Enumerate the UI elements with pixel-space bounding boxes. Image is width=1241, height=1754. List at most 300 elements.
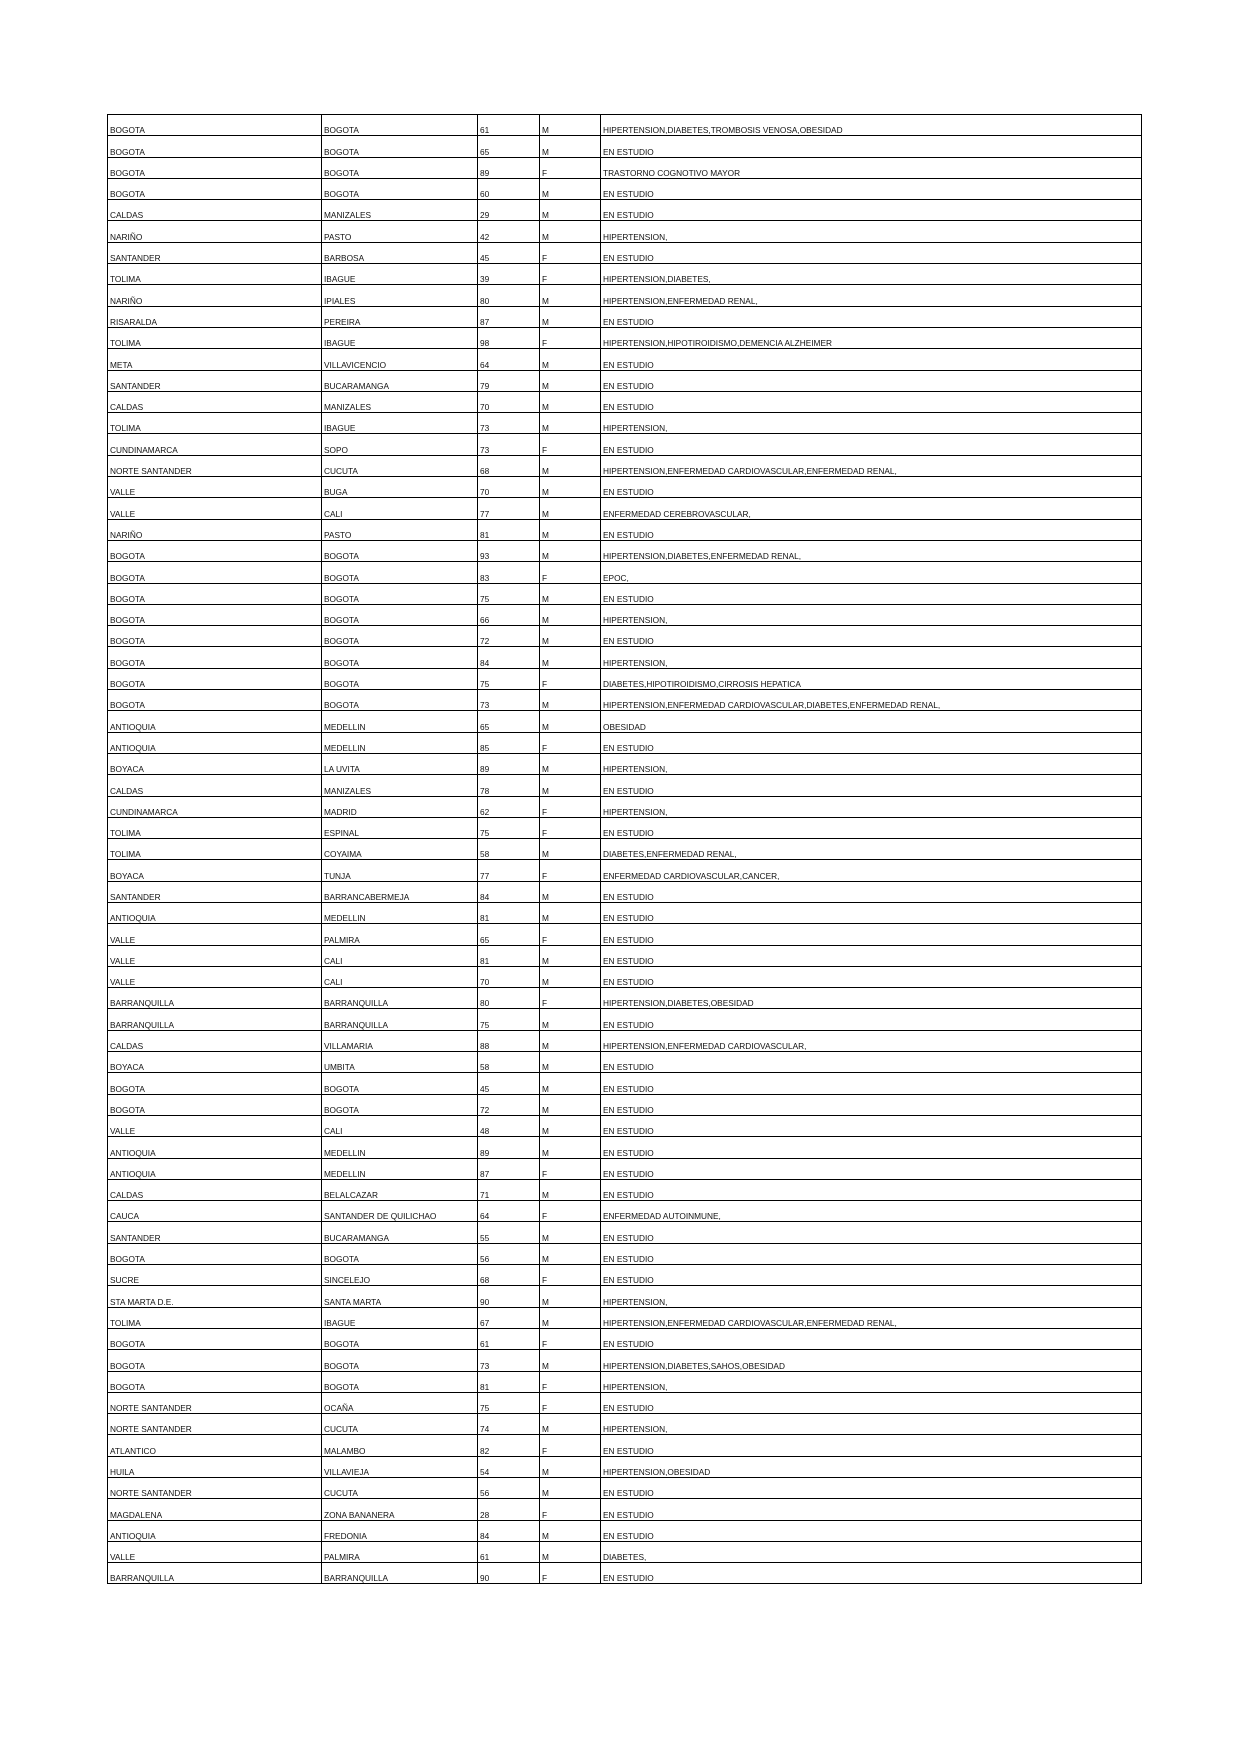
city-cell: BOGOTA bbox=[322, 1371, 478, 1392]
department-cell: CUNDINAMARCA bbox=[108, 796, 322, 817]
sex-cell: M bbox=[540, 626, 601, 647]
age-cell: 72 bbox=[478, 626, 540, 647]
condition-cell: EN ESTUDIO bbox=[601, 817, 1142, 838]
age-cell: 75 bbox=[478, 583, 540, 604]
table-row bbox=[108, 647, 1142, 668]
department-cell: BOGOTA bbox=[108, 1371, 322, 1392]
age-cell: 81 bbox=[478, 902, 540, 923]
condition-cell: EN ESTUDIO bbox=[601, 1478, 1142, 1499]
sex-cell: M bbox=[540, 519, 601, 540]
condition-cell: HIPERTENSION, bbox=[601, 1371, 1142, 1392]
table-row bbox=[108, 690, 1142, 711]
table-row bbox=[108, 1073, 1142, 1094]
condition-cell: ENFERMEDAD CARDIOVASCULAR,CANCER, bbox=[601, 860, 1142, 881]
table-row bbox=[108, 1201, 1142, 1222]
age-cell: 70 bbox=[478, 391, 540, 412]
condition-cell: EN ESTUDIO bbox=[601, 1435, 1142, 1456]
sex-cell: M bbox=[540, 583, 601, 604]
table-row bbox=[108, 370, 1142, 391]
city-cell: BARRANQUILLA bbox=[322, 988, 478, 1009]
department-cell: VALLE bbox=[108, 966, 322, 987]
department-cell: ANTIOQUIA bbox=[108, 1158, 322, 1179]
sex-cell: M bbox=[540, 540, 601, 561]
department-cell: CALDAS bbox=[108, 1030, 322, 1051]
city-cell: OCAÑA bbox=[322, 1392, 478, 1413]
department-cell: NARIÑO bbox=[108, 221, 322, 242]
sex-cell: M bbox=[540, 1115, 601, 1136]
department-cell: BOGOTA bbox=[108, 604, 322, 625]
table-row bbox=[108, 1478, 1142, 1499]
sex-cell: M bbox=[540, 498, 601, 519]
department-cell: HUILA bbox=[108, 1456, 322, 1477]
condition-cell: EN ESTUDIO bbox=[601, 242, 1142, 263]
department-cell: TOLIMA bbox=[108, 413, 322, 434]
city-cell: BOGOTA bbox=[322, 668, 478, 689]
age-cell: 72 bbox=[478, 1094, 540, 1115]
sex-cell: F bbox=[540, 732, 601, 753]
age-cell: 80 bbox=[478, 285, 540, 306]
condition-cell: EN ESTUDIO bbox=[601, 1499, 1142, 1520]
department-cell: CAUCA bbox=[108, 1201, 322, 1222]
department-cell: NARIÑO bbox=[108, 285, 322, 306]
department-cell: ANTIOQUIA bbox=[108, 902, 322, 923]
department-cell: NARIÑO bbox=[108, 519, 322, 540]
city-cell: BOGOTA bbox=[322, 178, 478, 199]
data-table bbox=[107, 114, 1142, 1584]
city-cell: MALAMBO bbox=[322, 1435, 478, 1456]
age-cell: 29 bbox=[478, 200, 540, 221]
age-cell: 48 bbox=[478, 1115, 540, 1136]
sex-cell: M bbox=[540, 1478, 601, 1499]
department-cell: BOYACA bbox=[108, 753, 322, 774]
city-cell: IPIALES bbox=[322, 285, 478, 306]
table-row bbox=[108, 1286, 1142, 1307]
city-cell: CALI bbox=[322, 945, 478, 966]
age-cell: 90 bbox=[478, 1286, 540, 1307]
city-cell: VILLAVIEJA bbox=[322, 1456, 478, 1477]
department-cell: SANTANDER bbox=[108, 242, 322, 263]
age-cell: 73 bbox=[478, 434, 540, 455]
sex-cell: M bbox=[540, 945, 601, 966]
sex-cell: F bbox=[540, 988, 601, 1009]
city-cell: BOGOTA bbox=[322, 647, 478, 668]
sex-cell: M bbox=[540, 1179, 601, 1200]
condition-cell: EN ESTUDIO bbox=[601, 1265, 1142, 1286]
condition-cell: HIPERTENSION, bbox=[601, 647, 1142, 668]
sex-cell: M bbox=[540, 200, 601, 221]
table-row bbox=[108, 434, 1142, 455]
table-row bbox=[108, 540, 1142, 561]
department-cell: CALDAS bbox=[108, 775, 322, 796]
condition-cell: HIPERTENSION, bbox=[601, 604, 1142, 625]
age-cell: 65 bbox=[478, 924, 540, 945]
age-cell: 81 bbox=[478, 1371, 540, 1392]
table-row bbox=[108, 1541, 1142, 1562]
department-cell: ATLANTICO bbox=[108, 1435, 322, 1456]
condition-cell: ENFERMEDAD AUTOINMUNE, bbox=[601, 1201, 1142, 1222]
sex-cell: M bbox=[540, 1030, 601, 1051]
condition-cell: HIPERTENSION, bbox=[601, 413, 1142, 434]
table-row bbox=[108, 902, 1142, 923]
table-row bbox=[108, 732, 1142, 753]
sex-cell: F bbox=[540, 1499, 601, 1520]
condition-cell: EN ESTUDIO bbox=[601, 200, 1142, 221]
condition-cell: HIPERTENSION,ENFERMEDAD CARDIOVASCULAR, bbox=[601, 1030, 1142, 1051]
age-cell: 81 bbox=[478, 519, 540, 540]
table-row bbox=[108, 1243, 1142, 1264]
table-row bbox=[108, 1009, 1142, 1030]
condition-cell: EN ESTUDIO bbox=[601, 1158, 1142, 1179]
table-row bbox=[108, 604, 1142, 625]
table-row bbox=[108, 1456, 1142, 1477]
city-cell: SINCELEJO bbox=[322, 1265, 478, 1286]
table-row bbox=[108, 1563, 1142, 1584]
sex-cell: F bbox=[540, 1392, 601, 1413]
age-cell: 84 bbox=[478, 647, 540, 668]
sex-cell: F bbox=[540, 264, 601, 285]
city-cell: BARRANQUILLA bbox=[322, 1563, 478, 1584]
condition-cell: EN ESTUDIO bbox=[601, 1137, 1142, 1158]
city-cell: VILLAMARIA bbox=[322, 1030, 478, 1051]
condition-cell: EN ESTUDIO bbox=[601, 136, 1142, 157]
table-row bbox=[108, 1307, 1142, 1328]
department-cell: VALLE bbox=[108, 1115, 322, 1136]
city-cell: PALMIRA bbox=[322, 924, 478, 945]
age-cell: 70 bbox=[478, 477, 540, 498]
department-cell: BOYACA bbox=[108, 860, 322, 881]
condition-cell: HIPERTENSION,DIABETES,TROMBOSIS VENOSA,OBESIDAD bbox=[601, 115, 1142, 136]
table-row bbox=[108, 839, 1142, 860]
city-cell: BOGOTA bbox=[322, 626, 478, 647]
age-cell: 66 bbox=[478, 604, 540, 625]
condition-cell: EN ESTUDIO bbox=[601, 626, 1142, 647]
table-row bbox=[108, 519, 1142, 540]
city-cell: BOGOTA bbox=[322, 690, 478, 711]
condition-cell: EN ESTUDIO bbox=[601, 370, 1142, 391]
table-row bbox=[108, 796, 1142, 817]
department-cell: BOGOTA bbox=[108, 690, 322, 711]
condition-cell: HIPERTENSION,DIABETES,OBESIDAD bbox=[601, 988, 1142, 1009]
age-cell: 89 bbox=[478, 1137, 540, 1158]
sex-cell: F bbox=[540, 1563, 601, 1584]
age-cell: 78 bbox=[478, 775, 540, 796]
department-cell: VALLE bbox=[108, 924, 322, 945]
table-row bbox=[108, 115, 1142, 136]
sex-cell: F bbox=[540, 1435, 601, 1456]
city-cell: ESPINAL bbox=[322, 817, 478, 838]
age-cell: 64 bbox=[478, 1201, 540, 1222]
city-cell: BOGOTA bbox=[322, 540, 478, 561]
condition-cell: EN ESTUDIO bbox=[601, 391, 1142, 412]
city-cell: ZONA BANANERA bbox=[322, 1499, 478, 1520]
age-cell: 58 bbox=[478, 1052, 540, 1073]
age-cell: 90 bbox=[478, 1563, 540, 1584]
age-cell: 82 bbox=[478, 1435, 540, 1456]
sex-cell: F bbox=[540, 668, 601, 689]
sex-cell: F bbox=[540, 434, 601, 455]
sex-cell: M bbox=[540, 1009, 601, 1030]
table-row bbox=[108, 136, 1142, 157]
condition-cell: EN ESTUDIO bbox=[601, 349, 1142, 370]
city-cell: BOGOTA bbox=[322, 136, 478, 157]
age-cell: 70 bbox=[478, 966, 540, 987]
sex-cell: M bbox=[540, 690, 601, 711]
age-cell: 56 bbox=[478, 1478, 540, 1499]
age-cell: 62 bbox=[478, 796, 540, 817]
table-row bbox=[108, 562, 1142, 583]
table-row bbox=[108, 583, 1142, 604]
sex-cell: F bbox=[540, 1265, 601, 1286]
table-row bbox=[108, 1137, 1142, 1158]
table-row bbox=[108, 221, 1142, 242]
department-cell: NORTE SANTANDER bbox=[108, 1392, 322, 1413]
department-cell: VALLE bbox=[108, 1541, 322, 1562]
condition-cell: DIABETES,HIPOTIROIDISMO,CIRROSIS HEPATICA bbox=[601, 668, 1142, 689]
department-cell: BOGOTA bbox=[108, 178, 322, 199]
age-cell: 42 bbox=[478, 221, 540, 242]
city-cell: CALI bbox=[322, 1115, 478, 1136]
city-cell: IBAGUE bbox=[322, 413, 478, 434]
sex-cell: F bbox=[540, 860, 601, 881]
table-row bbox=[108, 1158, 1142, 1179]
table-row bbox=[108, 264, 1142, 285]
city-cell: BARRANQUILLA bbox=[322, 1009, 478, 1030]
sex-cell: M bbox=[540, 1286, 601, 1307]
table-row bbox=[108, 860, 1142, 881]
sex-cell: M bbox=[540, 1243, 601, 1264]
department-cell: BOGOTA bbox=[108, 1350, 322, 1371]
department-cell: VALLE bbox=[108, 945, 322, 966]
age-cell: 45 bbox=[478, 1073, 540, 1094]
condition-cell: HIPERTENSION,ENFERMEDAD CARDIOVASCULAR,DIABETES,ENFERMEDAD RENAL, bbox=[601, 690, 1142, 711]
department-cell: BOGOTA bbox=[108, 1073, 322, 1094]
age-cell: 75 bbox=[478, 1392, 540, 1413]
city-cell: IBAGUE bbox=[322, 1307, 478, 1328]
condition-cell: EN ESTUDIO bbox=[601, 1520, 1142, 1541]
condition-cell: HIPERTENSION,ENFERMEDAD CARDIOVASCULAR,ENFERMEDAD RENAL, bbox=[601, 455, 1142, 476]
sex-cell: M bbox=[540, 178, 601, 199]
city-cell: MEDELLIN bbox=[322, 732, 478, 753]
age-cell: 74 bbox=[478, 1414, 540, 1435]
condition-cell: EN ESTUDIO bbox=[601, 1115, 1142, 1136]
table-row bbox=[108, 285, 1142, 306]
city-cell: CALI bbox=[322, 966, 478, 987]
age-cell: 67 bbox=[478, 1307, 540, 1328]
condition-cell: EN ESTUDIO bbox=[601, 306, 1142, 327]
sex-cell: M bbox=[540, 349, 601, 370]
city-cell: BELALCAZAR bbox=[322, 1179, 478, 1200]
age-cell: 68 bbox=[478, 1265, 540, 1286]
table-row bbox=[108, 945, 1142, 966]
department-cell: SANTANDER bbox=[108, 881, 322, 902]
city-cell: BOGOTA bbox=[322, 1094, 478, 1115]
department-cell: BOGOTA bbox=[108, 668, 322, 689]
condition-cell: EN ESTUDIO bbox=[601, 902, 1142, 923]
condition-cell: ENFERMEDAD CEREBROVASCULAR, bbox=[601, 498, 1142, 519]
age-cell: 84 bbox=[478, 881, 540, 902]
sex-cell: F bbox=[540, 562, 601, 583]
city-cell: BARBOSA bbox=[322, 242, 478, 263]
city-cell: SANTA MARTA bbox=[322, 1286, 478, 1307]
city-cell: BOGOTA bbox=[322, 1243, 478, 1264]
condition-cell: EN ESTUDIO bbox=[601, 775, 1142, 796]
table-row bbox=[108, 157, 1142, 178]
table-row bbox=[108, 711, 1142, 732]
city-cell: COYAIMA bbox=[322, 839, 478, 860]
age-cell: 61 bbox=[478, 115, 540, 136]
condition-cell: HIPERTENSION, bbox=[601, 796, 1142, 817]
city-cell: BOGOTA bbox=[322, 583, 478, 604]
department-cell: BARRANQUILLA bbox=[108, 1563, 322, 1584]
condition-cell: EN ESTUDIO bbox=[601, 1052, 1142, 1073]
table-row bbox=[108, 1030, 1142, 1051]
department-cell: ANTIOQUIA bbox=[108, 711, 322, 732]
age-cell: 89 bbox=[478, 753, 540, 774]
sex-cell: M bbox=[540, 391, 601, 412]
department-cell: TOLIMA bbox=[108, 264, 322, 285]
sex-cell: M bbox=[540, 1052, 601, 1073]
age-cell: 60 bbox=[478, 178, 540, 199]
city-cell: PASTO bbox=[322, 221, 478, 242]
age-cell: 87 bbox=[478, 306, 540, 327]
department-cell: BOGOTA bbox=[108, 540, 322, 561]
age-cell: 64 bbox=[478, 349, 540, 370]
sex-cell: M bbox=[540, 477, 601, 498]
table-row bbox=[108, 178, 1142, 199]
sex-cell: M bbox=[540, 455, 601, 476]
age-cell: 93 bbox=[478, 540, 540, 561]
condition-cell: EN ESTUDIO bbox=[601, 1094, 1142, 1115]
age-cell: 88 bbox=[478, 1030, 540, 1051]
city-cell: MANIZALES bbox=[322, 200, 478, 221]
city-cell: CALI bbox=[322, 498, 478, 519]
city-cell: CUCUTA bbox=[322, 1414, 478, 1435]
table-row bbox=[108, 753, 1142, 774]
department-cell: VALLE bbox=[108, 498, 322, 519]
table-row bbox=[108, 200, 1142, 221]
age-cell: 77 bbox=[478, 498, 540, 519]
condition-cell: HIPERTENSION,DIABETES,ENFERMEDAD RENAL, bbox=[601, 540, 1142, 561]
condition-cell: EN ESTUDIO bbox=[601, 1009, 1142, 1030]
sex-cell: M bbox=[540, 1541, 601, 1562]
department-cell: TOLIMA bbox=[108, 327, 322, 348]
sex-cell: M bbox=[540, 115, 601, 136]
department-cell: BOGOTA bbox=[108, 626, 322, 647]
sex-cell: M bbox=[540, 1307, 601, 1328]
sex-cell: M bbox=[540, 839, 601, 860]
department-cell: NORTE SANTANDER bbox=[108, 1414, 322, 1435]
condition-cell: EN ESTUDIO bbox=[601, 1328, 1142, 1349]
table-body bbox=[108, 115, 1142, 1584]
age-cell: 84 bbox=[478, 1520, 540, 1541]
table-row bbox=[108, 817, 1142, 838]
sex-cell: F bbox=[540, 924, 601, 945]
city-cell: BUCARAMANGA bbox=[322, 1222, 478, 1243]
city-cell: SANTANDER DE QUILICHAO bbox=[322, 1201, 478, 1222]
age-cell: 68 bbox=[478, 455, 540, 476]
table-row bbox=[108, 498, 1142, 519]
city-cell: BOGOTA bbox=[322, 604, 478, 625]
department-cell: STA MARTA D.E. bbox=[108, 1286, 322, 1307]
department-cell: BOYACA bbox=[108, 1052, 322, 1073]
department-cell: CALDAS bbox=[108, 1179, 322, 1200]
condition-cell: EN ESTUDIO bbox=[601, 945, 1142, 966]
sex-cell: M bbox=[540, 881, 601, 902]
department-cell: BOGOTA bbox=[108, 1094, 322, 1115]
table-row bbox=[108, 391, 1142, 412]
city-cell: MEDELLIN bbox=[322, 902, 478, 923]
department-cell: CALDAS bbox=[108, 391, 322, 412]
table-row bbox=[108, 306, 1142, 327]
condition-cell: HIPERTENSION,HIPOTIROIDISMO,DEMENCIA ALZHEIMER bbox=[601, 327, 1142, 348]
city-cell: TUNJA bbox=[322, 860, 478, 881]
table-row bbox=[108, 1499, 1142, 1520]
condition-cell: HIPERTENSION, bbox=[601, 753, 1142, 774]
city-cell: MADRID bbox=[322, 796, 478, 817]
sex-cell: M bbox=[540, 1222, 601, 1243]
condition-cell: EPOC, bbox=[601, 562, 1142, 583]
table-row bbox=[108, 1222, 1142, 1243]
condition-cell: DIABETES,ENFERMEDAD RENAL, bbox=[601, 839, 1142, 860]
table-row bbox=[108, 1371, 1142, 1392]
department-cell: BOGOTA bbox=[108, 1328, 322, 1349]
condition-cell: TRASTORNO COGNOTIVO MAYOR bbox=[601, 157, 1142, 178]
age-cell: 65 bbox=[478, 711, 540, 732]
table-row bbox=[108, 1094, 1142, 1115]
city-cell: BOGOTA bbox=[322, 562, 478, 583]
sex-cell: M bbox=[540, 1456, 601, 1477]
table-row bbox=[108, 1115, 1142, 1136]
age-cell: 71 bbox=[478, 1179, 540, 1200]
department-cell: CALDAS bbox=[108, 200, 322, 221]
age-cell: 75 bbox=[478, 1009, 540, 1030]
department-cell: BOGOTA bbox=[108, 1243, 322, 1264]
department-cell: VALLE bbox=[108, 477, 322, 498]
sex-cell: M bbox=[540, 711, 601, 732]
department-cell: BOGOTA bbox=[108, 136, 322, 157]
sex-cell: M bbox=[540, 413, 601, 434]
table-row bbox=[108, 1052, 1142, 1073]
condition-cell: HIPERTENSION,OBESIDAD bbox=[601, 1456, 1142, 1477]
city-cell: SOPO bbox=[322, 434, 478, 455]
age-cell: 61 bbox=[478, 1328, 540, 1349]
sex-cell: M bbox=[540, 902, 601, 923]
sex-cell: F bbox=[540, 1371, 601, 1392]
sex-cell: M bbox=[540, 1350, 601, 1371]
sex-cell: F bbox=[540, 1201, 601, 1222]
condition-cell: DIABETES, bbox=[601, 1541, 1142, 1562]
city-cell: MANIZALES bbox=[322, 391, 478, 412]
age-cell: 61 bbox=[478, 1541, 540, 1562]
city-cell: FREDONIA bbox=[322, 1520, 478, 1541]
department-cell: BOGOTA bbox=[108, 115, 322, 136]
city-cell: MEDELLIN bbox=[322, 1137, 478, 1158]
age-cell: 79 bbox=[478, 370, 540, 391]
age-cell: 89 bbox=[478, 157, 540, 178]
city-cell: IBAGUE bbox=[322, 327, 478, 348]
city-cell: BOGOTA bbox=[322, 1350, 478, 1371]
condition-cell: EN ESTUDIO bbox=[601, 732, 1142, 753]
sex-cell: M bbox=[540, 306, 601, 327]
age-cell: 58 bbox=[478, 839, 540, 860]
table-row bbox=[108, 775, 1142, 796]
city-cell: BOGOTA bbox=[322, 1328, 478, 1349]
city-cell: LA UVITA bbox=[322, 753, 478, 774]
table-row bbox=[108, 881, 1142, 902]
table-row bbox=[108, 1179, 1142, 1200]
city-cell: UMBITA bbox=[322, 1052, 478, 1073]
table-row bbox=[108, 327, 1142, 348]
